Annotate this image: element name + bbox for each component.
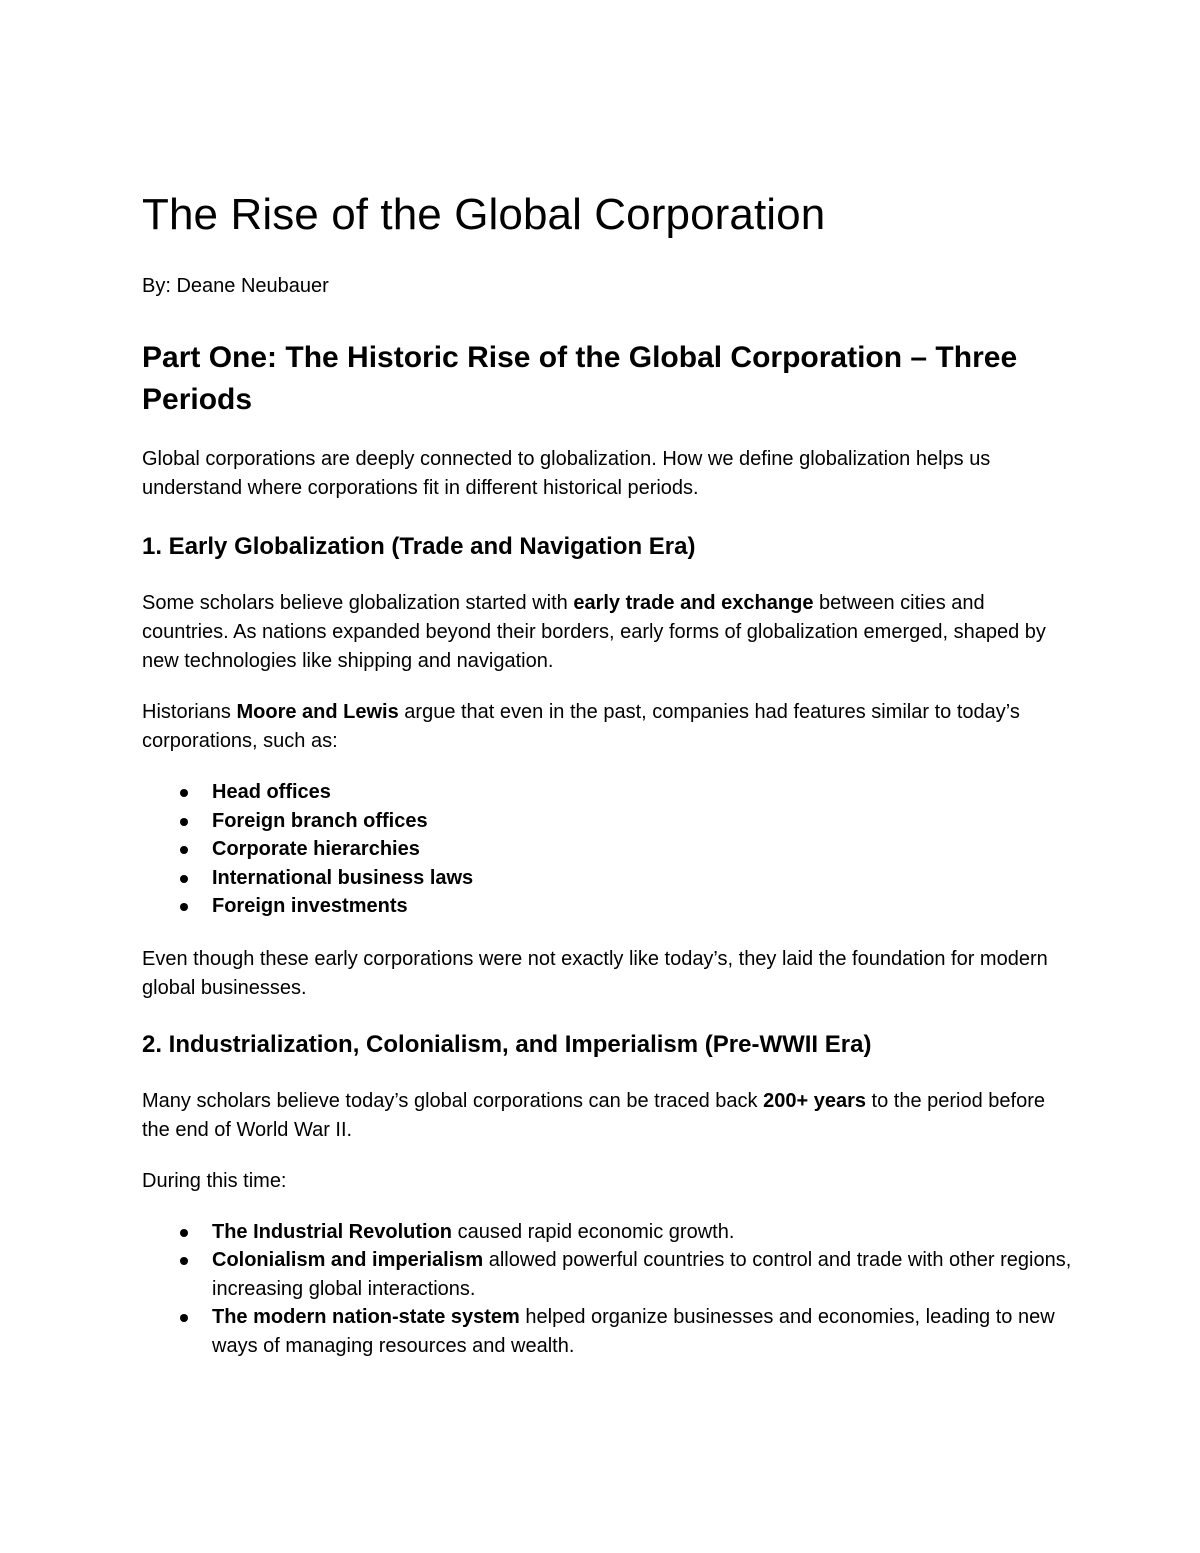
bullet-icon xyxy=(180,1314,188,1322)
section-2-paragraph-2: During this time: xyxy=(142,1169,287,1192)
list-item: The modern nation-state system helped organize businesses and economies, leading to new ways of managing resources and wealth. xyxy=(212,1303,1072,1360)
part-one-intro: Global corporations are deeply connected to globalization. How we define globalization helps us understand where corporations fit in different historical periods. xyxy=(142,448,991,499)
section-2-paragraph-1: Many scholars believe today’s global corporations can be traced back 200+ years to the period before the end of World War II. xyxy=(142,1089,1045,1141)
period-list xyxy=(142,1218,1072,1361)
section-1-paragraph-3: Even though these early corporations were not exactly like today’s, they laid the foundation for modern global businesses. xyxy=(142,947,1048,999)
bullet-icon xyxy=(180,818,188,826)
list-item: Foreign branch offices xyxy=(212,807,1072,836)
list-item: Corporate hierarchies xyxy=(212,835,1072,864)
emphasis: early trade and exchange xyxy=(573,592,814,614)
list-item: Colonialism and imperialism allowed powerful countries to control and trade with other regions, increasing global interactions. xyxy=(212,1246,1072,1303)
list-item: International business laws xyxy=(212,864,1072,893)
list-item: Head offices xyxy=(212,778,1072,807)
emphasis: Moore and Lewis xyxy=(236,701,399,723)
bullet-icon xyxy=(180,846,188,854)
feature-list xyxy=(142,778,1072,921)
bullet-icon xyxy=(180,1229,188,1237)
list-item: Foreign investments xyxy=(212,892,1072,921)
bullet-icon xyxy=(180,1257,188,1265)
section-1-heading: 1. Early Globalization (Trade and Navigation Era) xyxy=(142,533,696,560)
bullet-icon xyxy=(180,875,188,883)
emphasis: 200+ years xyxy=(763,1089,866,1112)
list-item: The Industrial Revolution caused rapid economic growth. xyxy=(212,1218,1072,1247)
byline: By: Deane Neubauer xyxy=(142,275,329,297)
section-1-paragraph-2: Historians Moore and Lewis argue that even in the past, companies had features similar to today’s corporations, such as: xyxy=(142,701,1020,752)
bullet-icon xyxy=(180,903,188,911)
bullet-icon xyxy=(180,789,188,797)
document-title: The Rise of the Global Corporation xyxy=(142,190,826,239)
section-1-paragraph-1: Some scholars believe globalization started with early trade and exchange between cities and countries. As nations expanded beyond their borders, early forms of globalization emerged, shaped by new technologies like shipping and navigation. xyxy=(142,592,1046,672)
part-one-heading: Part One: The Historic Rise of the Global Corporation – Three Periods xyxy=(142,341,1018,416)
document-page xyxy=(142,185,1072,1360)
section-2-heading: 2. Industrialization, Colonialism, and Imperialism (Pre-WWII Era) xyxy=(142,1030,872,1058)
